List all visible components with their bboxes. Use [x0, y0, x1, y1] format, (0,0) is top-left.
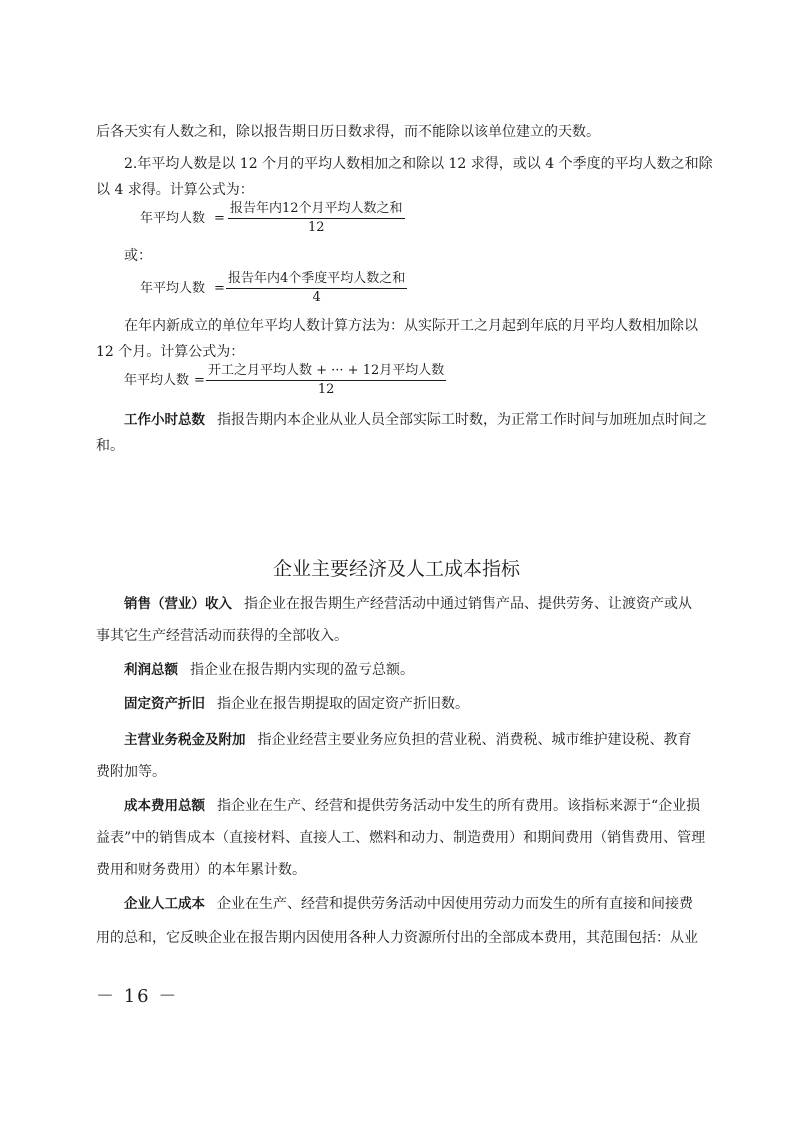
formula-fraction [206, 362, 446, 399]
paragraph-line: 益表”中的销售成本（直接材料、直接人工、燃料和动力、制造费用）和期间费用（销售费用、管理 [96, 830, 706, 846]
formula-equals: = [194, 373, 205, 388]
term-label: 利润总额 [124, 662, 178, 678]
formula-numerator: 报告年内12个月平均人数之和 [230, 201, 403, 216]
definition-text: 指企业在报告期提取的固定资产折旧数。 [217, 696, 469, 712]
formula-numerator: 开工之月平均人数 + ··· + 12月平均人数 [208, 363, 445, 378]
formula-fraction [226, 270, 407, 307]
term-label: 企业人工成本 [124, 896, 205, 912]
formula-equals: = [214, 281, 225, 296]
formula-lhs: 年平均人数 [124, 373, 190, 388]
formula-fraction [228, 200, 405, 237]
formula-equals: = [214, 211, 225, 226]
paragraph-line: 和。 [96, 438, 124, 454]
definition-depreciation [124, 694, 700, 714]
definition-text: 指报告期内本企业从业人员全部实际工时数，为正常工作时间与加班加点时间之 [217, 412, 707, 428]
definition-text: 指企业经营主要业务应负担的营业税、消费税、城市维护建设税、教育 [257, 732, 692, 748]
formula-annual-average-4-quarters [140, 271, 430, 314]
paragraph-line: 用的总和，它反映企业在报告期内因使用各种人力资源所付出的全部成本费用，其范围包括：从业 [96, 930, 698, 946]
definition-text: 指企业在报告期内实现的盈亏总额。 [190, 662, 414, 678]
definition-text: 企业在生产、经营和提供劳务活动中因使用劳动力而发生的所有直接和间接费 [217, 896, 693, 912]
definition-main-business-tax [124, 730, 700, 750]
definition-sales-revenue [124, 594, 700, 614]
section-title: 企业主要经济及人工成本指标 [272, 558, 520, 580]
formula-numerator: 报告年内4个季度平均人数之和 [228, 271, 406, 286]
paragraph-line: 或： [124, 248, 152, 264]
term-label: 主营业务税金及附加 [124, 732, 246, 748]
term-label: 成本费用总额 [124, 798, 205, 814]
paragraph-line: 以 4 求得。计算公式为： [96, 182, 254, 198]
definition-working-hours [124, 410, 707, 430]
paragraph-line: 12 个月。计算公式为： [96, 344, 245, 360]
term-label: 固定资产折旧 [124, 696, 205, 712]
page-number: － 16 － [96, 986, 179, 1007]
formula-lhs: 年平均人数 [140, 281, 206, 296]
term-label: 工作小时总数 [124, 412, 205, 428]
paragraph-line: 费用和财务费用）的本年累计数。 [96, 862, 306, 878]
formula-new-unit-annual-average [124, 363, 445, 406]
paragraph-line: 后各天实有人数之和，除以报告期日历日数求得，而不能除以该单位建立的天数。 [96, 124, 600, 140]
formula-denominator: 12 [308, 220, 325, 235]
paragraph-line: 2.年平均人数是以 12 个月的平均人数相加之和除以 12 求得，或以 4 个季度的平均人数之和除 [124, 156, 713, 172]
formula-annual-average-12-months [140, 201, 430, 244]
definition-text: 指企业在生产、经营和提供劳务活动中发生的所有费用。该指标来源于“企业损 [217, 798, 701, 814]
paragraph-line: 费附加等。 [96, 764, 166, 780]
definition-text: 指企业在报告期生产经营活动中通过销售产品、提供劳务、让渡资产或从 [244, 596, 692, 612]
definition-total-profit [124, 660, 700, 680]
paragraph-line: 事其它生产经营活动而获得的全部收入。 [96, 628, 348, 644]
paragraph-line: 在年内新成立的单位年平均人数计算方法为：从实际开工之月起到年底的月平均人数相加除以 [124, 318, 698, 334]
formula-denominator: 4 [312, 290, 321, 305]
formula-lhs: 年平均人数 [140, 211, 206, 226]
definition-labor-cost [124, 894, 700, 914]
formula-denominator: 12 [317, 382, 335, 397]
term-label: 销售（营业）收入 [124, 596, 232, 612]
definition-total-cost [124, 796, 700, 816]
